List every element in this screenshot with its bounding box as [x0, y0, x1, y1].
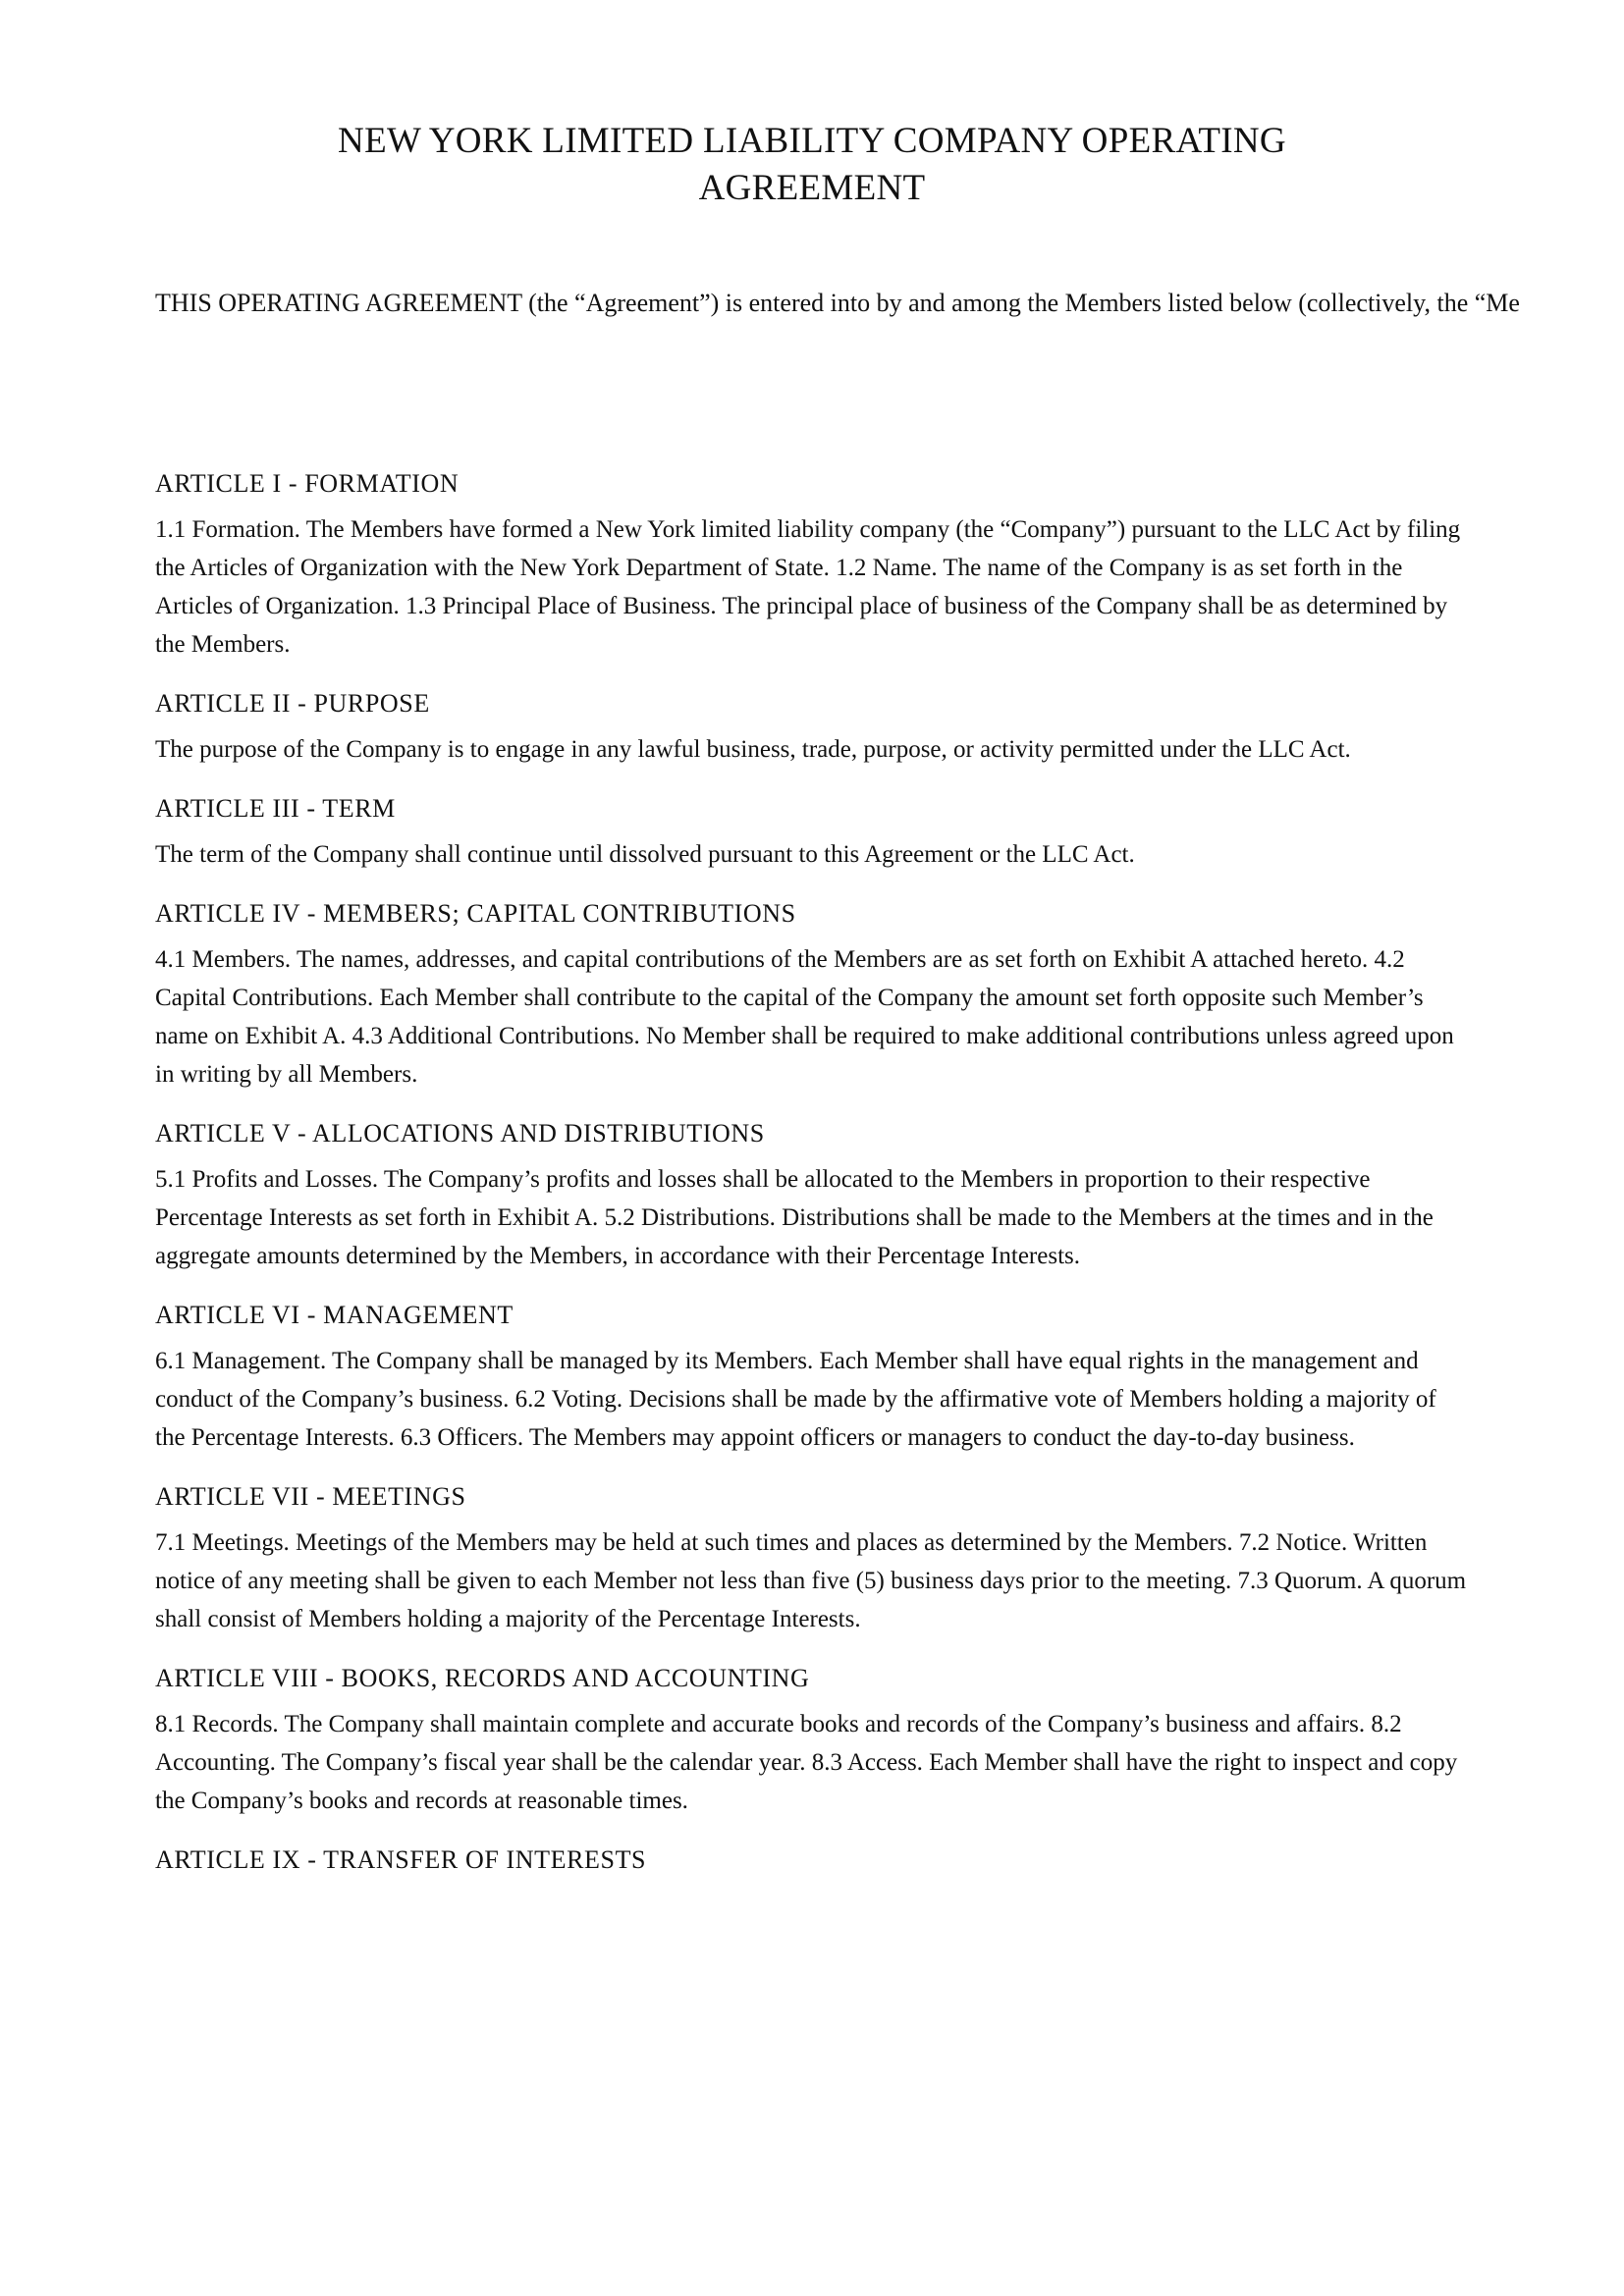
article-heading: ARTICLE III - TERM — [155, 794, 396, 823]
article-term — [155, 790, 1471, 874]
article-heading: ARTICLE IV - MEMBERS; CAPITAL CONTRIBUTIONS — [155, 899, 796, 928]
article-heading: ARTICLE VI - MANAGEMENT — [155, 1301, 514, 1329]
article-heading: ARTICLE VII - MEETINGS — [155, 1482, 466, 1511]
article-body: 8.1 Records. The Company shall maintain complete and accurate books and records of the Company’s business and affairs. 8.2 Accounting. The Company’s fiscal year shall be the calendar year. 8.3 Access. Each Member shall have the right to inspect and copy the Company’s books and records at reasonable times. — [155, 1711, 1458, 1814]
article-transfer — [155, 1842, 1471, 1879]
article-body: The purpose of the Company is to engage in any lawful business, trade, purpose, or activity permitted under the LLC Act. — [155, 736, 1351, 763]
article-body: The term of the Company shall continue until dissolved pursuant to this Agreement or the LLC Act. — [155, 841, 1135, 868]
article-body: 6.1 Management. The Company shall be managed by its Members. Each Member shall have equal rights in the management and conduct of the Company’s business. 6.2 Voting. Decisions shall be made by the affirmative vote of Members holding a majority of the Percentage Interests. 6.3 Officers. The Members may appoint officers or managers to conduct the day-to-day business. — [155, 1348, 1436, 1451]
article-members-capital — [155, 895, 1471, 1094]
article-heading: ARTICLE I - FORMATION — [155, 469, 460, 498]
article-meetings — [155, 1478, 1471, 1638]
article-body: 5.1 Profits and Losses. The Company’s profits and losses shall be allocated to the Members in proportion to their respective Percentage Interests as set forth in Exhibit A. 5.2 Distributions. Distributions shall be made to the Members at the times and in the aggregate amounts determined by the Members, in accordance with their Percentage Interests. — [155, 1166, 1434, 1269]
preamble-text: THIS OPERATING AGREEMENT (the “Agreement”) is entered into by and among the Members listed below (collectively, the “Me — [155, 289, 1520, 317]
article-body: 7.1 Meetings. Meetings of the Members may be held at such times and places as determined by the Members. 7.2 Notice. Written notice of any meeting shall be given to each Member not less than five (5) business days prior to the meeting. 7.3 Quorum. A quorum shall consist of Members holding a majority of the Percentage Interests. — [155, 1529, 1467, 1632]
document-title: NEW YORK LIMITED LIABILITY COMPANY OPERATING AGREEMENT — [338, 121, 1286, 208]
article-books-records — [155, 1660, 1471, 1820]
article-body: 4.1 Members. The names, addresses, and capital contributions of the Members are as set forth on Exhibit A attached hereto. 4.2 Capital Contributions. Each Member shall contribute to the capital of the Company the amount set forth opposite such Member’s name on Exhibit A. 4.3 Additional Contributions. No Member shall be required to make additional contributions unless agreed upon in writing by all Members. — [155, 946, 1454, 1088]
article-heading: ARTICLE VIII - BOOKS, RECORDS AND ACCOUNTING — [155, 1664, 810, 1692]
articles-container — [155, 465, 1471, 1900]
article-heading: ARTICLE IX - TRANSFER OF INTERESTS — [155, 1845, 647, 1874]
article-body: 1.1 Formation. The Members have formed a New York limited liability company (the “Company”) pursuant to the LLC Act by filing the Articles of Organization with the New York Department of State. 1.2 Name. The name of the Company is as set forth in the Articles of Organization. 1.3 Principal Place of Business. The principal place of business of the Company shall be as determined by the Members. — [155, 516, 1461, 658]
article-heading: ARTICLE II - PURPOSE — [155, 689, 430, 718]
article-purpose — [155, 685, 1471, 769]
article-allocations — [155, 1115, 1471, 1275]
article-formation — [155, 465, 1471, 664]
article-management — [155, 1297, 1471, 1457]
article-heading: ARTICLE V - ALLOCATIONS AND DISTRIBUTIONS — [155, 1119, 765, 1148]
